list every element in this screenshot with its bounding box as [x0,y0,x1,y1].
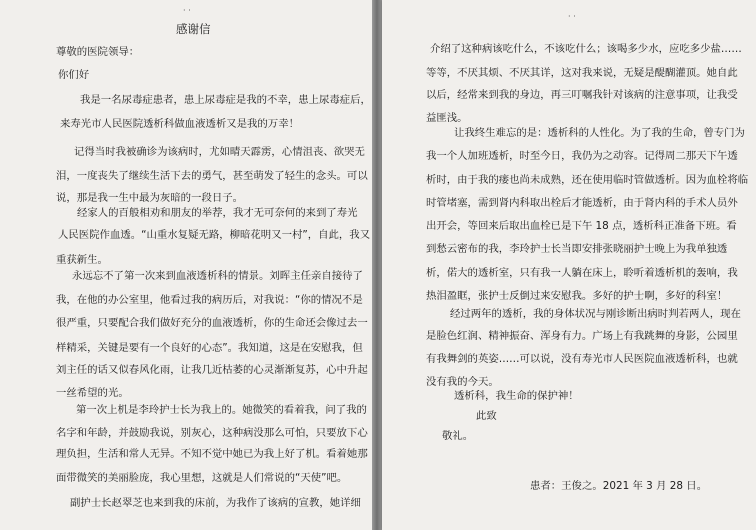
text-line: 泪，一度丧失了继续生活下去的勇气，甚至萌发了轻生的念头。可以 [56,170,368,182]
text-line: 我，在他的办公室里，他看过我的病历后，对我说：“你的情况不是 [56,294,363,306]
text-line: 名字和年龄，并鼓励我说，别灰心，这种病没那么可怕，只要放下心 [56,427,368,439]
text-line: 第一次上机是李玲护士长为我上的。她微笑的看着我，问了我的 [76,404,367,416]
text-line: 等等，不厌其烦、不厌其详，这对我来说，无疑是醍醐灌顶。她自此 [426,67,738,79]
text-line: 经家人的百般相劝和朋友的举荐，我才无可奈何的来到了寿光 [77,207,358,219]
text-line: 透析科，我生命的保护神！ [454,390,579,402]
text-line: 我一个人加班透析，时至今日，我仍为之动容。记得周二那天下午透 [426,150,738,162]
text-line: 出开会，等回来后取出血栓已是下午 18 点，透析科正准备下班。看 [426,220,737,232]
text-line: 是脸色红润、精神振奋、浑身有力。广场上有我跳舞的身影，公园里 [426,330,738,342]
text-line: 永远忘不了第一次来到血液透析科的情景。刘晖主任亲自接待了 [72,270,363,282]
text-line: 有我舞剑的英姿……可以说，没有寿光市人民医院血液透析科，也就 [426,353,738,365]
text-line: 很严重，只要配合我们做好充分的血液透析，你的生命还会像过去一 [56,317,368,329]
text-line: 介绍了这种病该吃什么，不该吃什么；该喝多少水，应吃多少盐…… [430,43,742,55]
text-line: 人民医院作血透。“山重水复疑无路，柳暗花明又一村”，自此，我又 [58,229,371,241]
text-line: 益匪浅。 [426,112,468,124]
text-line: 来寿光市人民医院透析科做血液透析又是我的万幸！ [60,118,299,130]
text-line: 说，那是我一生中最为灰暗的一段日子。 [56,192,244,204]
text-line: 理负担，生活和常人无异。不知不觉中她已为我上好了机。看着她那 [56,448,368,460]
text-line: 我是一名尿毒症患者，患上尿毒症是我的不幸，患上尿毒症后， [80,94,371,106]
text-line: 记得当时我被确诊为该病时，尤如晴天霹雳，心情沮丧、欲哭无 [74,146,365,158]
page-gutter [372,0,382,530]
text-line: 热泪盈眶，张护士反倒过来安慰我。多好的护士啊，多好的科室！ [426,290,728,302]
left-page [0,0,372,530]
scan-marks: · · [568,12,576,21]
text-line: 以后，经常来到我的身边，再三叮嘱我针对该病的注意事项，让我受 [426,89,738,101]
salutation: 尊敬的医院领导： [56,46,140,58]
text-line: 到愁云密布的我，李玲护士长当即安排张晓丽护士晚上为我单独透 [426,243,728,255]
text-line: 一丝希望的光。 [56,387,129,399]
text-line: 刘主任的话又似春风化雨，让我几近枯萎的心灵渐渐复苏，心中升起 [56,364,368,376]
scan-marks: · · [183,6,191,15]
text-line: 样精采，关键是要有一个良好的心态”。我知道，这是在安慰我，但 [56,342,363,354]
closing-text: 此致 [476,410,497,422]
greeting: 你们好 [58,69,90,81]
text-line: 析，偌大的透析室，只有我一人躺在床上，聆听着透析机的轰响，我 [426,267,738,279]
signature-line: 患者：王俊之。2021 年 3 月 28 日。 [530,480,708,492]
text-line: 让我终生难忘的是：透析科的人性化。为了我的生命，曾专门为 [454,127,745,139]
letter-title: 感谢信 [176,22,211,36]
text-line: 面带微笑的美丽脸庞，我心里想，这就是人们常说的“天使”吧。 [56,472,348,484]
text-line: 时管堵塞，需到肾内科取出栓后才能透析，由于肾内科的手术人员外 [426,197,738,209]
text-line: 重获新生。 [56,254,108,266]
text-line: 副护士长赵翠芝也来到我的床前，为我作了该病的宣教，她详细 [70,497,361,509]
right-page [382,0,756,530]
closing-regards: 敬礼。 [442,430,474,442]
text-line: 经过两年的透析，我的身体状况与刚诊断出病时判若两人，现在 [450,308,741,320]
text-line: 析时，由于我的瘘也尚未成熟，还在使用临时管做透析。因为血栓将临 [426,174,749,186]
text-line: 没有我的今天。 [426,376,499,388]
